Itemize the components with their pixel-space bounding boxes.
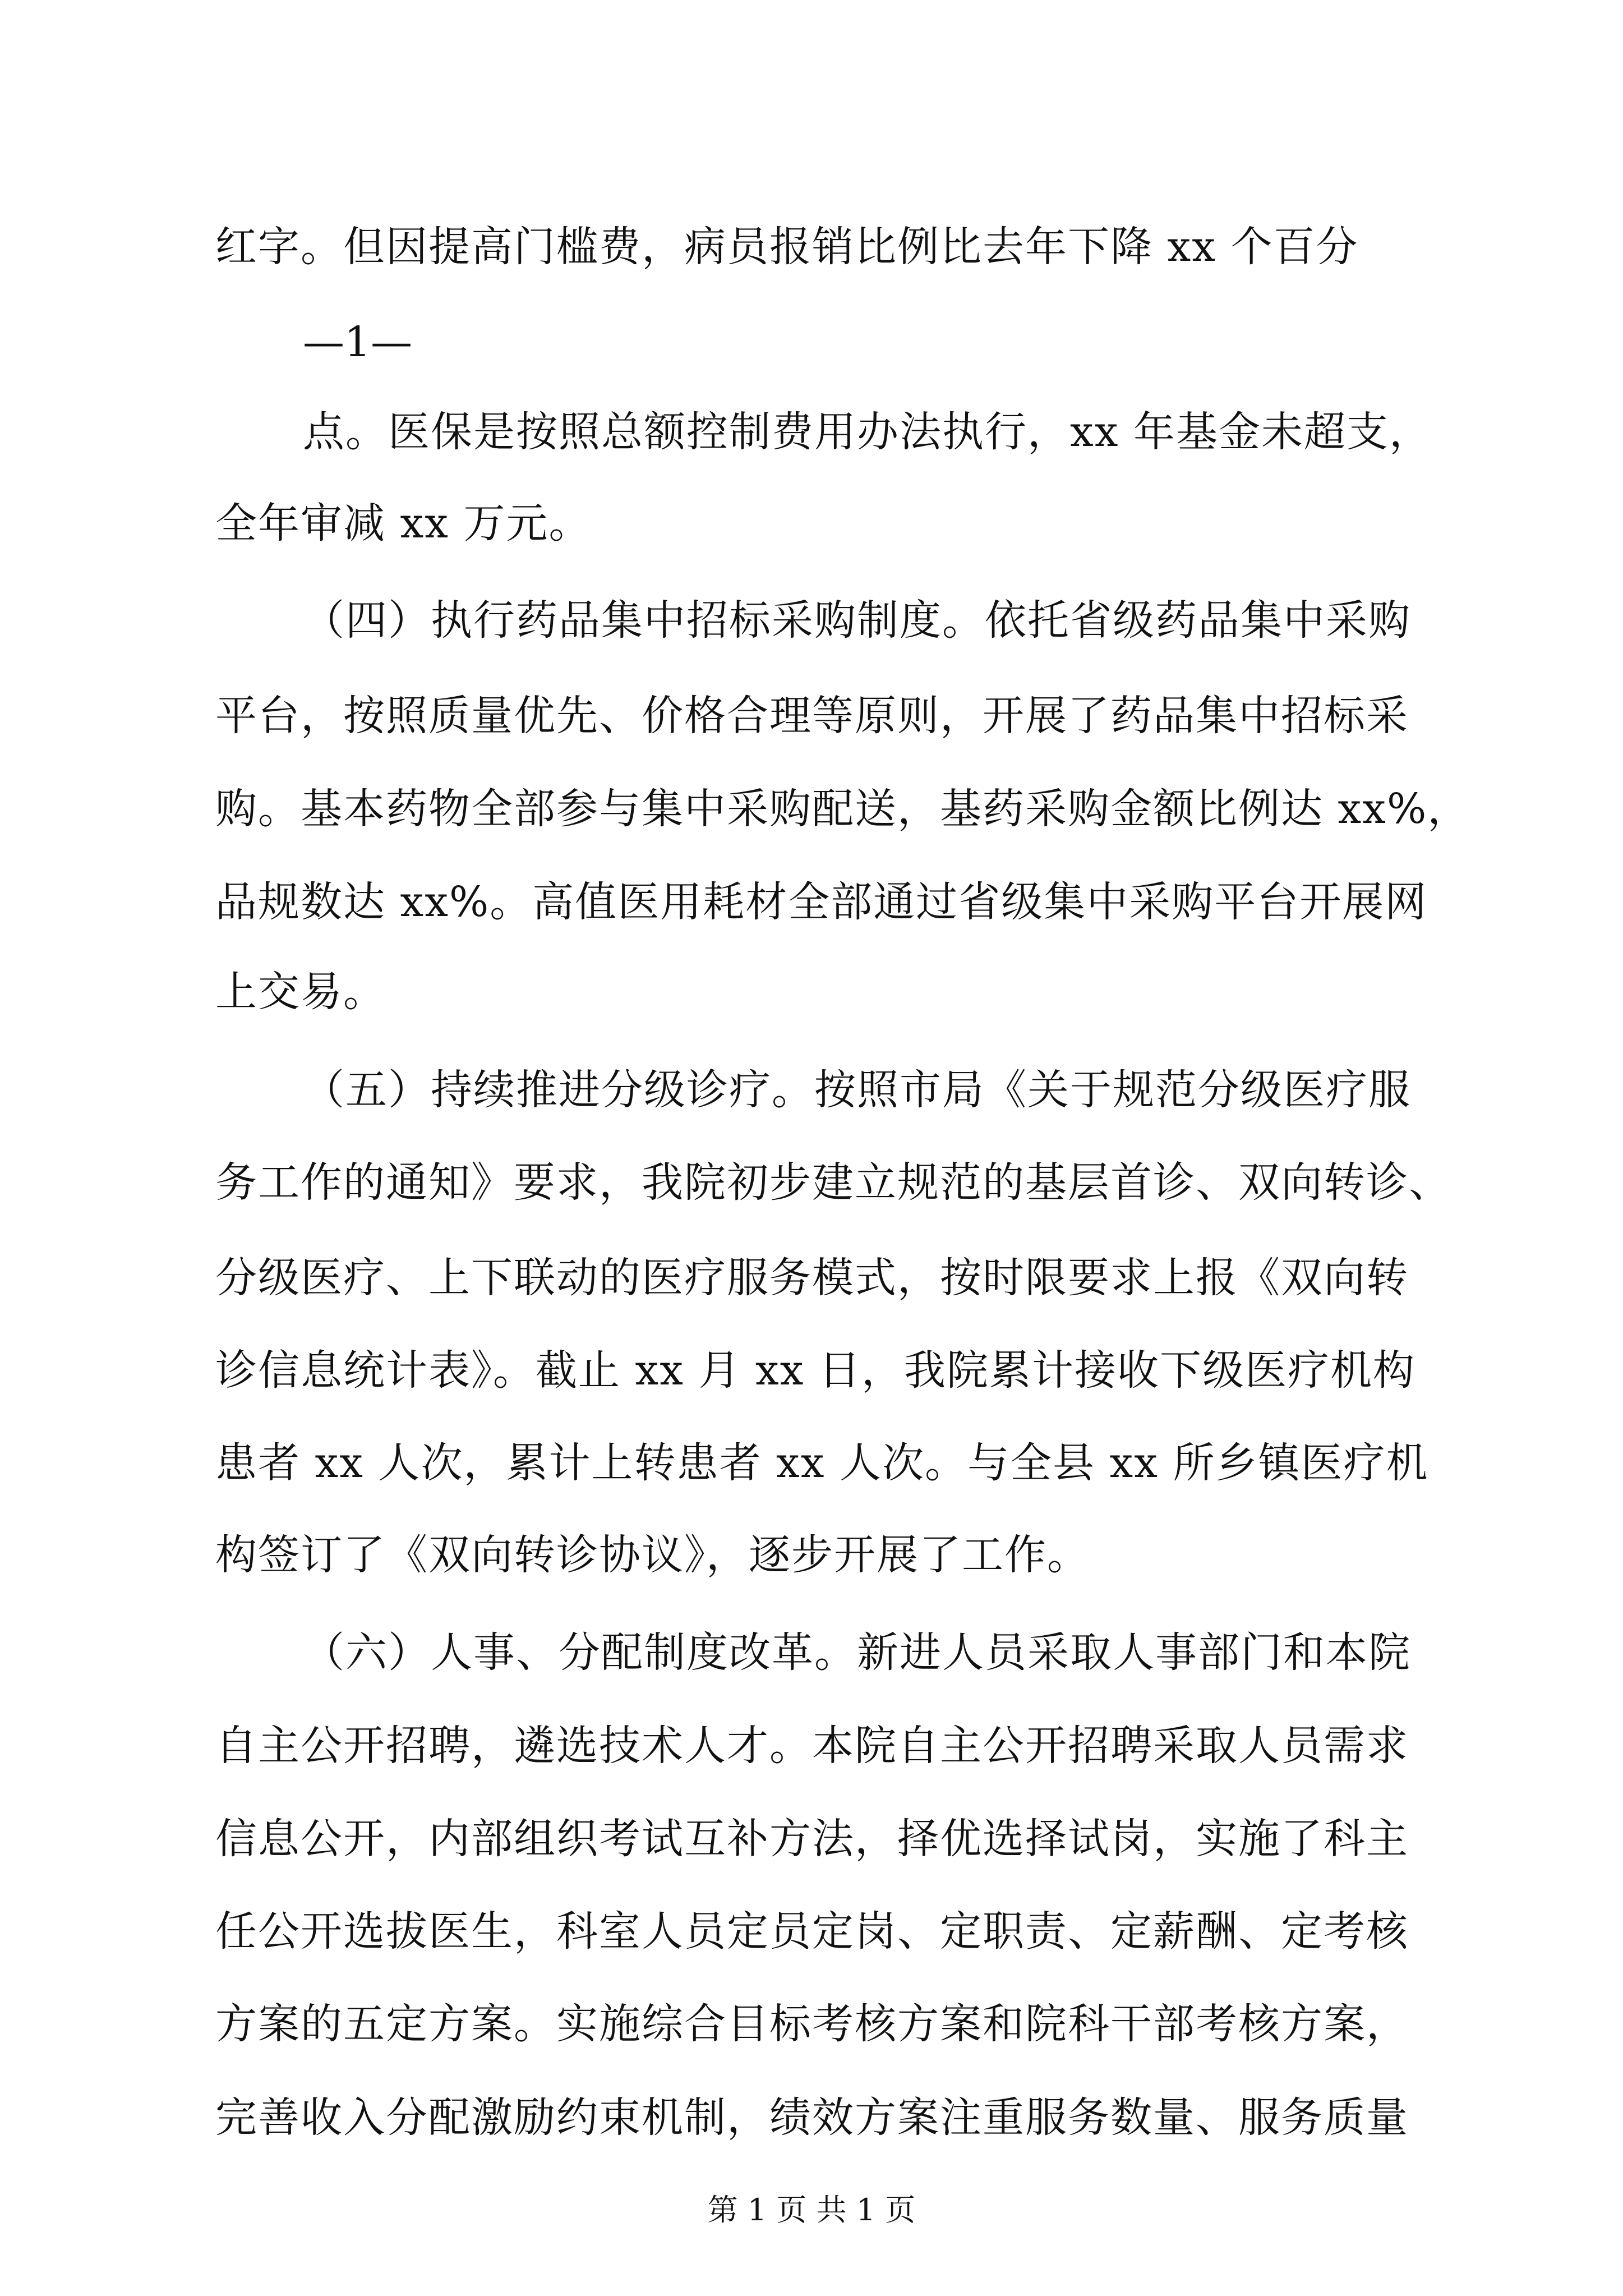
text-line: 平台，按照质量优先、价格合理等原则，开展了药品集中招标采 [215,692,1409,740]
text-line: 品规数达 xx%。高值医用耗材全部通过省级集中采购平台开展网 [215,878,1428,926]
text-line: 点。医保是按照总额控制费用办法执行，xx 年基金未超支， [303,408,1432,456]
text-line: 患者 xx 人次，累计上转患者 xx 人次。与全县 xx 所乡镇医疗机 [215,1439,1429,1487]
text-line: 红字。但因提高门槛费，病员报销比例比去年下降 xx 个百分 [215,223,1359,271]
text-line: 自主公开招聘，遴选技术人才。本院自主公开招聘采取人员需求 [215,1722,1409,1770]
text-line: 完善收入分配激励约束机制，绩效方案注重服务数量、服务质量 [215,2093,1409,2142]
text-line: （六）人事、分配制度改革。新进人员采取人事部门和本院 [303,1628,1411,1677]
text-line: 购。基本药物全部参与集中采购配送，基药采购金额比例达 xx%， [215,785,1470,833]
text-line: 构签订了《双向转诊协议》，逐步开展了工作。 [215,1531,1090,1579]
text-line: 分级医疗、上下联动的医疗服务模式，按时限要求上报《双向转 [215,1254,1409,1302]
text-line: 诊信息统计表》。截止 xx 月 xx 日，我院累计接收下级医疗机构 [215,1346,1416,1395]
text-line: （五）持续推进分级诊疗。按照市局《关于规范分级医疗服 [303,1066,1411,1114]
text-line: 信息公开，内部组织考试互补方法，择优选择试岗，实施了科主 [215,1815,1409,1863]
text-line: （四）执行药品集中招标采购制度。依托省级药品集中采购 [303,596,1411,645]
text-line: 上交易。 [215,968,386,1016]
text-line: 任公开选拔医生，科室人员定员定岗、定职责、定薪酬、定考核 [215,1907,1409,1955]
page-number-marker: —1— [303,318,413,366]
page-footer: 第 1 页 共 1 页 [707,2192,916,2228]
text-line: 务工作的通知》要求，我院初步建立规范的基层首诊、双向转诊、 [215,1158,1451,1207]
text-line: 方案的五定方案。实施综合目标考核方案和院科干部考核方案， [215,2000,1409,2048]
text-line: 全年审减 xx 万元。 [215,499,592,547]
